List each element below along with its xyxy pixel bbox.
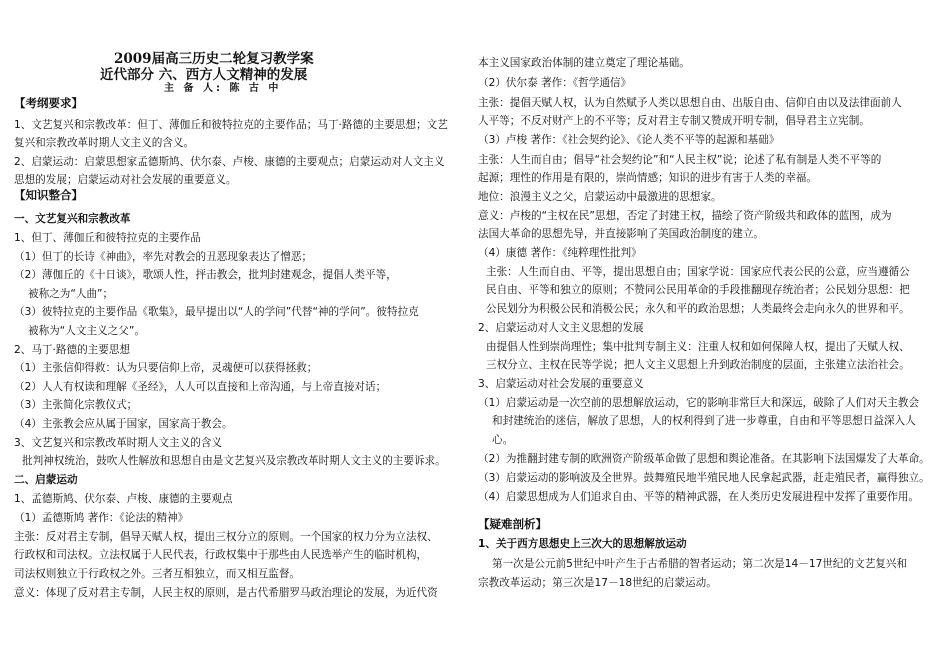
document-subtitle: 近代部分 六、西方人文精神的发展: [100, 67, 308, 83]
left-text-line: （3）彼特拉克的主要作品《歌集》，最早提出以“人的学问”代替“神的学问”。彼特拉克: [14, 306, 419, 318]
right-text-line: 心。: [492, 434, 514, 446]
right-text-line: 法国大革命的思想先导，并直接影响了美国政治制度的建立。: [478, 228, 765, 240]
right-text-line: （2）为推翻封建专制的欧洲资产阶级革命做了思想和舆论准备。在其影响下法国爆发了大革命。: [478, 453, 930, 465]
left-text-line: （4）主张教会应从属于国家，国家高于教会。: [14, 418, 233, 430]
right-text-line: 第一次是公元前5世纪中叶产生于古希腊的智者运动；第二次是14－17世纪的文艺复兴和: [492, 558, 908, 570]
right-text-line: 起源；理性的作用是有限的，崇尚情感；知识的进步有害于人类的幸福。: [478, 172, 817, 184]
right-text-line: （1）启蒙运动是一次空前的思想解放运动，它的影响非常巨大和深远，破除了人们对天主教会: [478, 397, 920, 409]
left-text-line: 司法权则独立于行政权之外。三者互相独立，而又相互监督。: [14, 568, 301, 580]
left-text-line: 主张：反对君主专制，倡导天赋人权，提出三权分立的原则。一个国家的权力分为立法权、: [14, 531, 438, 543]
right-text-line: 民自由、平等和独立的原则；不赞同公民用革命的手段推翻现存统治者；公民划分思想：把: [486, 284, 910, 296]
left-text-line: 1、文艺复兴和宗教改革：但丁、薄伽丘和彼特拉克的主要作品；马丁·路德的主要思想；文艺: [14, 119, 448, 131]
left-text-line: （2）人人有权读和理解《圣经》，人人可以直接和上帝沟通，与上帝直接对话；: [14, 381, 387, 393]
right-text-line: 人平等；不反对财产上的不平等；反对君主专制又赞成开明专制，倡导君主立宪制。: [478, 115, 870, 127]
right-text-line: 三权分立、主权在民等学说；把人文主义思想上升到政治制度的层面，主张建立法治社会。: [486, 359, 910, 371]
right-text-line: 【疑难剖析】: [478, 517, 547, 531]
right-text-line: （3）卢梭 著作：《社会契约论》、《论人类不平等的起源和基础》: [478, 134, 780, 146]
left-text-line: 意义：体现了反对君主专制，人民主权的原则，是古代希腊罗马政治理论的发展，为近代资: [14, 587, 438, 599]
right-text-line: 1、关于西方思想史上三次大的思想解放运动: [478, 538, 687, 550]
left-text-line: 思想的发展；启蒙运动对社会发展的重要意义。: [14, 174, 237, 186]
right-text-line: 主张：提倡天赋人权，认为自然赋予人类以思想自由、出版自由、信仰自由以及法律面前人: [478, 97, 902, 109]
left-text-line: 【考纲要求】: [14, 96, 83, 110]
right-text-line: 由提倡人性到崇尚理性；集中批判专制主义：注重人权和如何保障人权，提出了天赋人权、: [486, 341, 910, 353]
left-text-line: 1、但丁、薄伽丘和彼特拉克的主要作品: [14, 232, 201, 244]
document-title: 2009届高三历史二轮复习教学案: [114, 51, 314, 67]
right-text-line: 主张：人生而自由；倡导“社会契约论”和“人民主权”说；论述了私有制是人类不平等的: [478, 154, 882, 166]
right-text-line: 意义：卢梭的“主权在民”思想，否定了封建王权，描绘了资产阶级共和政体的蓝图，成为: [478, 210, 892, 222]
left-text-line: （1）但丁的长诗《神曲》，率先对教会的丑恶现象表达了憎恶；: [14, 251, 313, 263]
left-text-line: 被称为“人文主义之父”。: [28, 325, 145, 337]
left-text-line: 1、孟德斯鸠、伏尔泰、卢梭、康德的主要观点: [14, 493, 233, 505]
right-text-line: 本主义国家政治体制的建立奠定了理论基础。: [478, 57, 690, 69]
right-text-line: （3）启蒙运动的影响波及全世界。鼓舞殖民地半殖民地人民拿起武器，赶走殖民者，赢得独立。: [478, 472, 930, 484]
right-text-line: 宗教改革运动；第三次是17－18世纪的启蒙运动。: [478, 577, 717, 589]
left-text-line: （1）孟德斯鸠 著作：《论法的精神》: [14, 512, 189, 524]
left-text-line: 二、启蒙运动: [14, 474, 78, 486]
right-text-line: 公民划分为积极公民和消极公民；永久和平的政治思想；人类最终会走向永久的世界和平。: [486, 303, 910, 315]
left-text-line: 2、启蒙运动：启蒙思想家孟德斯鸠、伏尔泰、卢梭、康德的主要观点；启蒙运动对人文主义: [14, 156, 445, 168]
right-text-line: （4）康德 著作：《纯粹理性批判》: [478, 247, 642, 259]
left-text-line: 被称之为“人曲”；: [28, 288, 114, 300]
right-text-line: （2）伏尔泰 著作：《哲学通信》: [478, 77, 632, 89]
right-text-line: （4）启蒙思想成为人们追求自由、平等的精神武器，在人类历史发展进程中发挥了重要作用。: [478, 491, 920, 503]
right-text-line: 3、启蒙运动对社会发展的重要意义: [478, 378, 644, 390]
right-text-line: 2、启蒙运动对人文主义思想的发展: [478, 322, 644, 334]
left-text-line: 行政权和司法权。立法权属于人民代表，行政权集中于那些由人民选举产生的临时机构，: [14, 549, 428, 561]
left-text-line: 复兴和宗教改革时期人文主义的含义。: [14, 137, 195, 149]
right-text-line: 主张：人生而自由、平等，提出思想自由；国家学说：国家应代表公民的公意，应当遵循公: [486, 266, 910, 278]
left-text-line: 【知识整合】: [14, 188, 83, 202]
author-line: 主 备 人: 陈 古 中: [164, 83, 282, 94]
left-text-line: （2）薄伽丘的《十日谈》，歌颂人性，抨击教会，批判封建观念，提倡人类平等，: [14, 269, 397, 281]
left-text-line: 3、文艺复兴和宗教改革时期人文主义的含义: [14, 437, 223, 449]
right-text-line: 和封建统治的迷信，解放了思想，人的权利得到了进一步尊重，自由和平等思想日益深入人: [492, 415, 916, 427]
left-text-line: （3）主张简化宗教仪式；: [14, 399, 138, 411]
left-text-line: （1）主张信仰得救：认为只要信仰上帝，灵魂便可以获得拯救；: [14, 362, 318, 374]
right-text-line: 地位：浪漫主义之父，启蒙运动中最激进的思想家。: [478, 191, 722, 203]
left-text-line: 批判神权统治，鼓吹人性解放和思想自由是文艺复兴及宗教改革时期人文主义的主要诉求。: [22, 455, 446, 467]
left-text-line: 一、文艺复兴和宗教改革: [14, 213, 131, 225]
left-text-line: 2、马丁·路德的主要思想: [14, 344, 131, 356]
